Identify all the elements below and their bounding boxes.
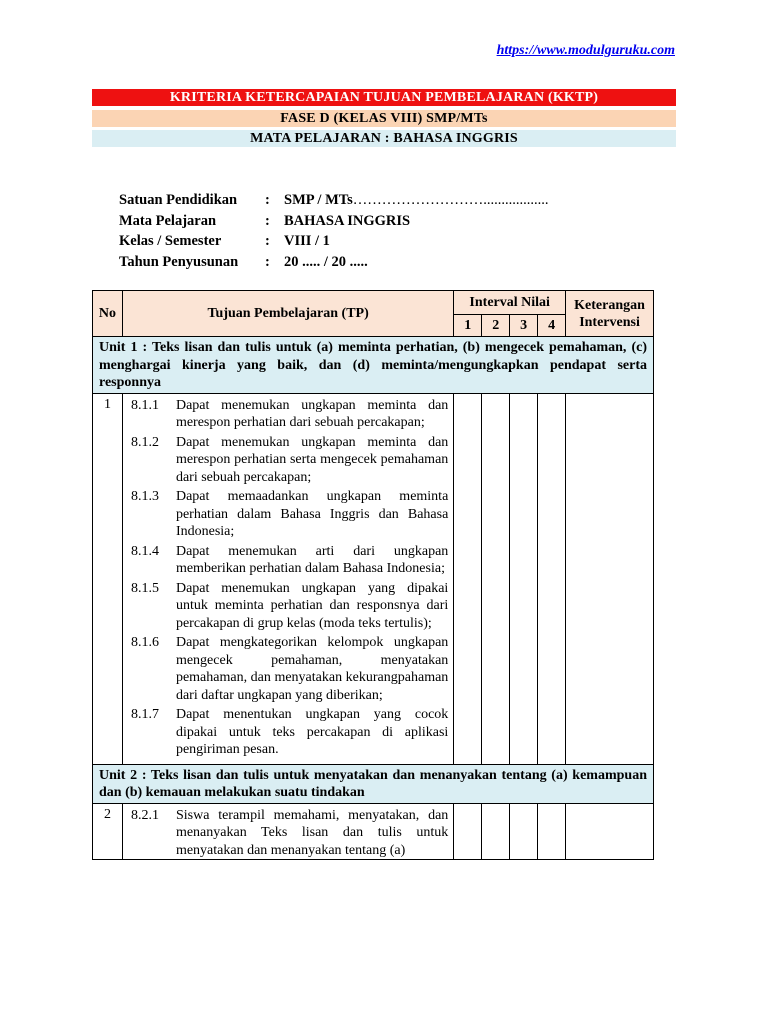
score-cell-3[interactable] <box>510 803 538 860</box>
website-url-link[interactable]: https://www.modulguruku.com <box>496 43 675 58</box>
tp-text: Siswa terampil memahami, menyatakan, dan menanyakan Teks lisan dan tulis untuk menyatakan dan menanyakan tentang (a) <box>175 807 449 858</box>
tp-text: Dapat mengkategorikan kelompok ungkapan mengecek pemahaman, menyatakan pemahaman, dan menyatakan kekurangpahaman dari daftar ungkapan yang diberikan; <box>175 635 449 703</box>
intervensi-cell[interactable] <box>566 803 654 860</box>
tp-code: 8.1.3 <box>130 489 159 504</box>
header-keterangan-intervensi: Keterangan Intervensi <box>566 291 654 337</box>
row-number: 2 <box>93 803 123 860</box>
score-cell-1[interactable] <box>454 803 482 860</box>
document-title-banner: KRITERIA KETERCAPAIAN TUJUAN PEMBELAJARAN (KKTP) <box>92 89 676 106</box>
info-row-year <box>119 254 549 275</box>
unit-1-title: Unit 1 : Teks lisan dan tulis untuk (a) meminta perhatian, (b) mengecek pemahaman, (c) menghargai kinerja yang baik, dan (d) meminta/mengungkapkan pendapat serta responnya <box>93 337 654 394</box>
score-cell-2[interactable] <box>482 393 510 764</box>
table-header-row <box>93 291 654 315</box>
row-number: 1 <box>93 393 123 764</box>
info-label: Kelas / Semester <box>119 233 222 249</box>
tp-code: 8.1.5 <box>130 580 159 596</box>
tp-text: Dapat menemukan ungkapan meminta dan merespon perhatian serta mengecek pemahaman dari sebuah percakapan; <box>175 434 449 485</box>
tp-text: Dapat menemukan arti dari ungkapan memberikan perhatian dalam Bahasa Indonesia; <box>175 543 449 576</box>
tp-code: 8.1.2 <box>130 434 159 450</box>
list-item <box>131 488 448 541</box>
info-fill-dots: ……………………….................. <box>352 192 549 208</box>
score-cell-1[interactable] <box>454 393 482 764</box>
score-cell-2[interactable] <box>482 803 510 860</box>
header-interval-3: 3 <box>510 315 538 337</box>
tp-code: 8.1.6 <box>130 635 159 650</box>
info-row-subject <box>119 213 549 234</box>
info-colon: : <box>265 212 270 229</box>
tp-text: Dapat menemukan ungkapan yang dipakai untuk meminta perhatian dan responsnya dari percakapan di grup kelas (moda teks tertulis); <box>175 580 449 631</box>
info-value: 20 ..... / 20 ..... <box>284 253 368 270</box>
list-item <box>131 807 448 860</box>
tp-code: 8.1.4 <box>130 543 159 559</box>
list-item <box>131 634 448 704</box>
tp-text: Dapat menemukan ungkapan meminta dan merespon perhatian dari sebuah percakapan; <box>175 397 449 430</box>
header-interval-4: 4 <box>538 315 566 337</box>
header-no: No <box>93 291 123 337</box>
tp-cell <box>122 803 453 860</box>
list-item <box>131 397 448 432</box>
info-label: Mata Pelajaran <box>119 212 217 229</box>
info-label: Tahun Penyusunan <box>119 253 239 270</box>
list-item <box>131 580 448 633</box>
header-interval-nilai: Interval Nilai <box>454 291 566 315</box>
tp-code: 8.1.7 <box>130 707 159 722</box>
header-interval-2: 2 <box>482 315 510 337</box>
tp-text: Dapat menentukan ungkapan yang cocok dipakai untuk teks percakapan di aplikasi pengiriman pesan. <box>175 707 449 757</box>
list-item <box>131 706 448 759</box>
tp-code: 8.1.1 <box>130 397 159 413</box>
score-cell-3[interactable] <box>510 393 538 764</box>
info-row-class <box>119 233 549 254</box>
tp-text: Dapat memaadankan ungkapan meminta perhatian dalam Bahasa Inggris dan Bahasa Indonesia; <box>175 489 449 539</box>
unit-1-row <box>93 337 654 394</box>
phase-banner: FASE D (KELAS VIII) SMP/MTs <box>92 110 676 127</box>
info-label: Satuan Pendidikan <box>119 192 238 208</box>
list-item <box>131 434 448 487</box>
table-row <box>93 803 654 860</box>
header-tujuan-pembelajaran: Tujuan Pembelajaran (TP) <box>122 291 453 337</box>
list-item <box>131 543 448 578</box>
info-colon: : <box>265 253 270 270</box>
subject-banner: MATA PELAJARAN : BAHASA INGGRIS <box>92 130 676 147</box>
kktp-table <box>92 290 654 860</box>
info-colon: : <box>265 233 270 249</box>
info-row-school <box>119 192 549 213</box>
score-cell-4[interactable] <box>538 393 566 764</box>
unit-2-row <box>93 764 654 803</box>
table-row <box>93 393 654 764</box>
tp-code: 8.2.1 <box>130 807 159 823</box>
info-value: VIII / 1 <box>284 233 330 249</box>
school-info-block <box>119 192 549 274</box>
score-cell-4[interactable] <box>538 803 566 860</box>
info-colon: : <box>265 192 270 208</box>
tp-cell <box>122 393 453 764</box>
intervensi-cell[interactable] <box>566 393 654 764</box>
header-interval-1: 1 <box>454 315 482 337</box>
info-value: SMP / MTs <box>284 192 353 208</box>
unit-2-title: Unit 2 : Teks lisan dan tulis untuk menyatakan dan menanyakan tentang (a) kemampuan dan (b) kemauan melakukan suatu tindakan <box>93 764 654 803</box>
info-value: BAHASA INGGRIS <box>284 212 411 229</box>
